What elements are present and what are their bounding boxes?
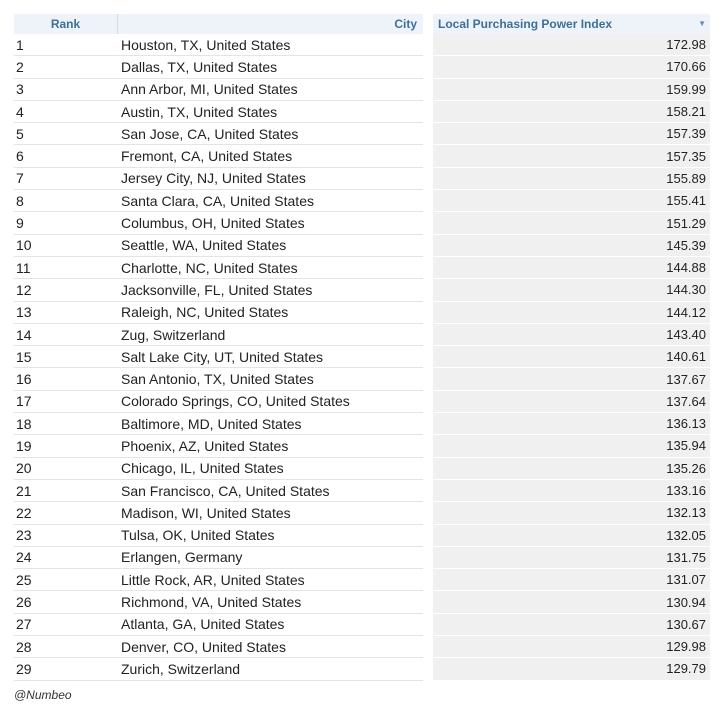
rank-cell: 6 bbox=[14, 145, 118, 167]
column-spacer bbox=[423, 257, 433, 279]
city-cell: Tulsa, OK, United States bbox=[118, 525, 423, 547]
rank-cell: 28 bbox=[14, 636, 118, 658]
table-row bbox=[14, 101, 710, 123]
column-spacer bbox=[423, 525, 433, 547]
rank-cell: 15 bbox=[14, 346, 118, 368]
rank-cell: 14 bbox=[14, 324, 118, 346]
index-cell: 157.39 bbox=[433, 123, 710, 145]
column-spacer bbox=[423, 123, 433, 145]
city-cell: Austin, TX, United States bbox=[118, 101, 423, 123]
column-spacer bbox=[423, 480, 433, 502]
table-row bbox=[14, 279, 710, 301]
city-cell: Houston, TX, United States bbox=[118, 34, 423, 56]
rank-cell: 20 bbox=[14, 458, 118, 480]
index-cell: 137.67 bbox=[433, 368, 710, 390]
rank-cell: 10 bbox=[14, 235, 118, 257]
rank-cell: 24 bbox=[14, 547, 118, 569]
index-cell: 132.13 bbox=[433, 502, 710, 524]
rank-cell: 27 bbox=[14, 614, 118, 636]
table-header bbox=[14, 14, 710, 34]
index-cell: 158.21 bbox=[433, 101, 710, 123]
index-cell: 170.66 bbox=[433, 56, 710, 78]
city-cell: Charlotte, NC, United States bbox=[118, 257, 423, 279]
index-cell: 135.94 bbox=[433, 435, 710, 457]
index-cell: 136.13 bbox=[433, 413, 710, 435]
column-spacer bbox=[423, 324, 433, 346]
rank-cell: 4 bbox=[14, 101, 118, 123]
city-cell: San Francisco, CA, United States bbox=[118, 480, 423, 502]
column-spacer bbox=[423, 101, 433, 123]
index-cell: 137.64 bbox=[433, 391, 710, 413]
table-row bbox=[14, 658, 710, 680]
index-cell: 129.98 bbox=[433, 636, 710, 658]
column-spacer bbox=[423, 145, 433, 167]
city-cell: San Jose, CA, United States bbox=[118, 123, 423, 145]
column-spacer bbox=[423, 235, 433, 257]
table-row bbox=[14, 391, 710, 413]
rank-header-label: Rank bbox=[50, 17, 81, 31]
column-spacer bbox=[423, 435, 433, 457]
rank-cell: 9 bbox=[14, 212, 118, 234]
index-cell: 129.79 bbox=[433, 658, 710, 680]
index-cell: 143.40 bbox=[433, 324, 710, 346]
column-spacer bbox=[423, 56, 433, 78]
column-spacer bbox=[423, 212, 433, 234]
table-row bbox=[14, 413, 710, 435]
column-spacer bbox=[423, 14, 433, 34]
city-cell: Zug, Switzerland bbox=[118, 324, 423, 346]
index-cell: 130.94 bbox=[433, 591, 710, 613]
table-row bbox=[14, 324, 710, 346]
rank-cell: 17 bbox=[14, 391, 118, 413]
rank-cell: 18 bbox=[14, 413, 118, 435]
city-cell: Chicago, IL, United States bbox=[118, 458, 423, 480]
table-row bbox=[14, 123, 710, 145]
rank-column-header[interactable] bbox=[14, 14, 118, 34]
index-cell: 131.07 bbox=[433, 569, 710, 591]
table-row bbox=[14, 212, 710, 234]
index-header-label: Local Purchasing Power Index bbox=[438, 17, 613, 31]
rank-cell: 25 bbox=[14, 569, 118, 591]
rank-cell: 5 bbox=[14, 123, 118, 145]
table-row bbox=[14, 346, 710, 368]
table-row bbox=[14, 79, 710, 101]
sort-descending-icon[interactable]: ▼ bbox=[698, 19, 706, 28]
city-cell: Erlangen, Germany bbox=[118, 547, 423, 569]
column-spacer bbox=[423, 190, 433, 212]
city-column-header[interactable] bbox=[118, 14, 423, 34]
index-cell: 172.98 bbox=[433, 34, 710, 56]
city-cell: Little Rock, AR, United States bbox=[118, 569, 423, 591]
rank-cell: 26 bbox=[14, 591, 118, 613]
column-spacer bbox=[423, 413, 433, 435]
city-cell: Dallas, TX, United States bbox=[118, 56, 423, 78]
index-cell: 157.35 bbox=[433, 145, 710, 167]
city-cell: Atlanta, GA, United States bbox=[118, 614, 423, 636]
column-spacer bbox=[423, 391, 433, 413]
index-cell: 132.05 bbox=[433, 525, 710, 547]
rank-cell: 7 bbox=[14, 168, 118, 190]
column-spacer bbox=[423, 502, 433, 524]
rank-cell: 19 bbox=[14, 435, 118, 457]
table-row bbox=[14, 480, 710, 502]
rank-cell: 1 bbox=[14, 34, 118, 56]
table-row bbox=[14, 547, 710, 569]
rank-cell: 2 bbox=[14, 56, 118, 78]
column-spacer bbox=[423, 547, 433, 569]
index-cell: 144.88 bbox=[433, 257, 710, 279]
column-spacer bbox=[423, 346, 433, 368]
table-row bbox=[14, 435, 710, 457]
rank-cell: 11 bbox=[14, 257, 118, 279]
rank-cell: 13 bbox=[14, 302, 118, 324]
table-row bbox=[14, 502, 710, 524]
table-row bbox=[14, 168, 710, 190]
table-row bbox=[14, 34, 710, 56]
rank-cell: 21 bbox=[14, 480, 118, 502]
city-cell: Madison, WI, United States bbox=[118, 502, 423, 524]
column-spacer bbox=[423, 302, 433, 324]
ranking-table bbox=[14, 14, 710, 681]
city-cell: Salt Lake City, UT, United States bbox=[118, 346, 423, 368]
column-spacer bbox=[423, 168, 433, 190]
table-row bbox=[14, 302, 710, 324]
city-cell: Columbus, OH, United States bbox=[118, 212, 423, 234]
index-cell: 130.67 bbox=[433, 614, 710, 636]
table-row bbox=[14, 636, 710, 658]
table-row bbox=[14, 56, 710, 78]
table-row bbox=[14, 614, 710, 636]
index-column-header[interactable] bbox=[433, 14, 710, 34]
table-row bbox=[14, 569, 710, 591]
city-cell: Raleigh, NC, United States bbox=[118, 302, 423, 324]
index-cell: 155.41 bbox=[433, 190, 710, 212]
column-spacer bbox=[423, 279, 433, 301]
table-row bbox=[14, 458, 710, 480]
index-cell: 144.12 bbox=[433, 302, 710, 324]
table-row bbox=[14, 368, 710, 390]
city-cell: Phoenix, AZ, United States bbox=[118, 435, 423, 457]
column-spacer bbox=[423, 34, 433, 56]
rank-cell: 12 bbox=[14, 279, 118, 301]
rank-cell: 22 bbox=[14, 502, 118, 524]
city-cell: Santa Clara, CA, United States bbox=[118, 190, 423, 212]
column-spacer bbox=[423, 458, 433, 480]
index-cell: 159.99 bbox=[433, 79, 710, 101]
column-spacer bbox=[423, 614, 433, 636]
index-cell: 151.29 bbox=[433, 212, 710, 234]
rank-cell: 8 bbox=[14, 190, 118, 212]
table-row bbox=[14, 257, 710, 279]
city-cell: Seattle, WA, United States bbox=[118, 235, 423, 257]
city-cell: Ann Arbor, MI, United States bbox=[118, 79, 423, 101]
city-cell: Jacksonville, FL, United States bbox=[118, 279, 423, 301]
table-row bbox=[14, 145, 710, 167]
column-spacer bbox=[423, 79, 433, 101]
index-cell: 155.89 bbox=[433, 168, 710, 190]
city-cell: San Antonio, TX, United States bbox=[118, 368, 423, 390]
column-spacer bbox=[423, 591, 433, 613]
column-spacer bbox=[423, 569, 433, 591]
rank-cell: 3 bbox=[14, 79, 118, 101]
table-row bbox=[14, 525, 710, 547]
index-cell: 131.75 bbox=[433, 547, 710, 569]
city-cell: Zurich, Switzerland bbox=[118, 658, 423, 680]
rank-cell: 16 bbox=[14, 368, 118, 390]
rank-cell: 29 bbox=[14, 658, 118, 680]
table-row bbox=[14, 190, 710, 212]
city-header-label: City bbox=[394, 17, 417, 31]
index-cell: 133.16 bbox=[433, 480, 710, 502]
city-cell: Denver, CO, United States bbox=[118, 636, 423, 658]
index-cell: 140.61 bbox=[433, 346, 710, 368]
column-spacer bbox=[423, 636, 433, 658]
index-cell: 144.30 bbox=[433, 279, 710, 301]
table-body bbox=[14, 34, 710, 681]
table-row bbox=[14, 591, 710, 613]
table-row bbox=[14, 235, 710, 257]
index-cell: 135.26 bbox=[433, 458, 710, 480]
city-cell: Fremont, CA, United States bbox=[118, 145, 423, 167]
column-spacer bbox=[423, 658, 433, 680]
city-cell: Colorado Springs, CO, United States bbox=[118, 391, 423, 413]
source-credit: @Numbeo bbox=[14, 688, 72, 702]
city-cell: Baltimore, MD, United States bbox=[118, 413, 423, 435]
city-cell: Richmond, VA, United States bbox=[118, 591, 423, 613]
city-cell: Jersey City, NJ, United States bbox=[118, 168, 423, 190]
column-spacer bbox=[423, 368, 433, 390]
index-cell: 145.39 bbox=[433, 235, 710, 257]
rank-cell: 23 bbox=[14, 525, 118, 547]
